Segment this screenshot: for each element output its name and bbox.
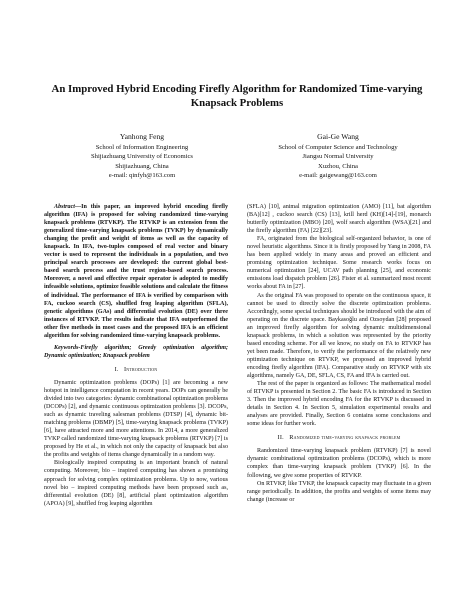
intro-paragraph: Biologically inspired computing is an important branch of natural computing. Moreover, bio – inspired computing has shown a promising approach for solving complex optimization problems. Up to now, various novel bio – inspired computing methods have been proposed such as, differential evolution (DE) [8], artificial plant optimization algorithm (APOA) [9], shuffled frog leaping algorithm	[44, 460, 228, 507]
author-city: Xuzhou, China	[318, 162, 358, 170]
paper-title	[20, 82, 454, 110]
title-line-1: An Improved Hybrid Encoding Firefly Algorithm for Randomized Time-varying	[51, 83, 423, 95]
keywords: Keywords-Firefly algorithm; Greedy optimization algorithm; Dynamic optimization; Knapsack problem	[44, 344, 228, 359]
author-name: Gai-Ge Wang	[317, 132, 359, 141]
author-block-2	[238, 132, 438, 180]
body-paragraph: Randomized time-varying knapsack problem (RTVKP) [7] is novel dynamic combinational optimization problems (DCOPs), which is more complex than time-varying knapsack problem (TVKP) [6]. In the following, we give some properties of RTVKP.	[247, 448, 431, 479]
section-number: II.	[277, 434, 284, 442]
body-paragraph: As the original FA was proposed to operate on the continuous space, it cannot be used to directly solve the discrete optimization problems. Accordingly, some special techniques should be introduced with the aim of operating on the discrete space. Baykasoğlu and Ozsoydan [28] proposed an improved firefly algorithm for solving dynamic multidimensional knapsack problems, in which a solution was represented by the priority based encoding scheme. For all we know, no study on FA to RTVKP has yet been made. Therefore, to verify the performance of the relatively new optimization technique on RTVKP, we proposed an improved hybrid encoding firefly algorithm (IFA). Comparative study on RTVKP with six algorithms, namely GA, DE, SFLA, CS, FA and IFA is carried out.	[247, 292, 431, 379]
section-heading-rtvkp	[247, 434, 431, 442]
author-name: Yanhong Feng	[119, 132, 165, 141]
author-email[interactable]: e-mail: qinfyh@163.com	[108, 171, 176, 179]
author-university: Shijiazhuang University of Economics	[90, 153, 193, 161]
body-paragraph: FA, originated from the biological self-organized behavior, is one of novel heuristic algorithms. Since it is firstly proposed by Yang in 2008, FA has been applied widely in many areas and proved an efficient and promising optimization technique. Some research works focus on numerical optimization [24], UCAV path planning [25], and economic emissions load dispatch problem [26]. Fister et al. summarized most recent works about FA in [27].	[247, 236, 431, 291]
author-block-1	[42, 132, 242, 180]
body-paragraph: On RTVKP, like TVKP, the knapsack capacity may fluctuate in a given range periodically. In addition, the profits and weights of some items may change (increase or	[247, 480, 431, 503]
body-paragraph: The rest of the paper is organized as follows: The mathematical model of RTVKP is presented in Section 2. The basic FA is introduced in Section 3. Then the improved hybrid encoding FA for the RTVKP is discussed in details in Section 4. In Section 5, simulation experimental results and analyses are provided. Finally, Section 6 contains some conclusions and some ideas for further work.	[247, 381, 431, 428]
intro-paragraph: Dynamic optimization problems (DOPs) [1] are becoming a new hotspot in intelligence computation in recent years. DOPs can generally be divided into two categories: dynamic combinational optimization problems (DCOPs) [2], and dynamic continuous optimization problems [3]. DCOPs, such as dynamic traveling salesman problems (DTSP) [4], dynamic bit-matching problems (DBMP) [5], time-varying knapsack problems (TVKP) [6], have attracted more and more attentions. In 2014, a more generalized TVKP called randomized time-varying knapsack problems (RTVKP) [7] is proposed by He et al., in which not only the capacity of knapsack but also the profits and weights of items change dynamically in a random way.	[44, 379, 228, 459]
section-number: I.	[114, 365, 119, 373]
title-line-2: Knapsack Problems	[190, 97, 284, 109]
right-column	[247, 203, 431, 504]
section-title: Randomized time-varying knapsack problem	[289, 434, 401, 442]
section-title: Introduction	[124, 365, 158, 373]
left-column	[44, 203, 228, 508]
author-department: School of Computer Science and Technology	[278, 144, 398, 152]
abstract	[44, 203, 228, 340]
section-heading-introduction	[44, 366, 228, 374]
abstract-label: Abstract	[54, 204, 75, 210]
author-university: Jiangsu Normal University	[302, 153, 374, 161]
author-city: Shijiazhuang, China	[115, 162, 169, 170]
author-email[interactable]: e-mail: gaigewang@163.com	[299, 171, 377, 179]
abstract-text: —In this paper, an improved hybrid encoding firefly algorithm (IFA) is proposed for solving randomized time-varying knapsack problems (RTVKP). The RTVKP is an extension from the generalized time-varying knapsack problems (TVKP) by dynamically changing the profit and weight of items as well as the capacity of knapsack. In IFA, two-tuples composed of real vector and binary vector is used to represent the individuals in a population, and two principal search processes are developed: the current global best-based search process and the trust region-based search process. Moreover, a novel and effective repair operator is adopted to modify infeasible solutions, optimize feasible solutions and calculate the fitness of individual. The performance of IFA is verified by comparison with FA, cuckoo search (CS), shuffled frog leaping algorithm (SFLA), genetic algorithms (GAs) and differential evolution (DE) over three instances of RTVKP. The results indicate that IFA outperformed the other five methods in most cases and the proposed IFA is an efficient algorithm for solving randomized time-varying knapsack problems.	[44, 204, 229, 339]
author-department: School of Information Engineering	[95, 144, 189, 152]
body-paragraph: (SFLA) [10], animal migration optimization (AMO) [11], bat algorithm (BA)[12] , cuckoo search (CS) [13], krill herd (KH)[14]-[19], monarch butterfly optimization (MBO) [20], wolf search algorithm (WSA)[21] and the firefly algorithm (FA) [22][23].	[247, 204, 431, 235]
